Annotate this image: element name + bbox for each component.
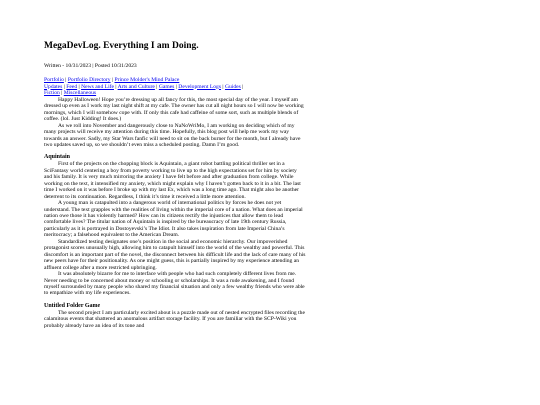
section-paragraph: First of the projects on the chopping block is Aquintain, a giant robot battling political thriller set in a SciFantasy world centering a boy from poverty working to live up to the high expectations set for him by society and his family. It is very much mirroring the anxiety I have felt before and after graduation from college. While working on the text, it intensified my anxiety, which might explain why I haven’t gotten back to it in a bit. The last time I worked on it was before I broke up with my last Ex, which was a long time ago. That might also be another deterrent to its continuation. Regardless, I think it’s time it received a little more attention.: [44, 161, 301, 200]
section-aquintain: [44, 153, 306, 297]
nav-link-games[interactable]: Games: [158, 83, 175, 90]
nav-link-mind-palace[interactable]: Prince Molder's Mind Palace: [114, 77, 180, 83]
nav-link-guides[interactable]: Guides: [224, 83, 241, 90]
section-heading: Aquintain: [44, 154, 71, 161]
nav-row-1: Portfolio | Portfolio Directory | Prince Molder's Mind Palace: [44, 77, 180, 83]
section-paragraph: Standardized testing designates one’s position in the social and economic hierarchy. Our impoverished protagonist scores unusually high, allowing him to catapult himself into the world of the wealthy and powerful. This discomfort is an important part of the novel, the disconnect between his difficult life and the lack of care many of his new peers have for their positionality. As one might guess, this is partially inspired by my experience attending an affluent college after a more restricted upbringing.: [44, 238, 306, 271]
nav-link-portfolio[interactable]: Portfolio: [44, 77, 64, 83]
nav-link-feed[interactable]: Feed: [66, 83, 78, 90]
nav-link-updates[interactable]: Updates: [44, 83, 63, 90]
post-title: MegaDevLog. Everything I am Doing.: [44, 41, 199, 51]
blog-post: [44, 40, 306, 329]
intro-paragraph: As we roll into November and dangerously close to NaNoWriMo, I am working on deciding which of my many projects will receive my attention during this time. Hopefully, this blog post will help me work my way towards an answer. Sadly, my Star Wars fanfic will need to sit on the back burner for the month, but I already have two updates saved up, so we shouldn’t even miss a scheduled posting. Damn I’m good.: [44, 122, 301, 148]
nav-link-arts-and-culture[interactable]: Arts and Culture: [117, 83, 155, 90]
intro-paragraph: Happy Halloween! Hope you’re dressing up all fancy for this, the most special day of the year. I myself am dressed up even as I work my last night shift at my cafe. The owner has cut all night hours so I will now be working mornings, which I will somehow cope with. If only this cafe had caffeine of some sort, such as multiple blends of coffee. (lol. Just Kidding! It does.): [44, 96, 304, 123]
section-heading: Untitled Folder Game: [44, 302, 101, 309]
nav-link-miscellaneous[interactable]: Miscellaneous: [63, 90, 97, 97]
intro: [44, 97, 306, 149]
nav-link-news-and-life[interactable]: News and Life: [81, 83, 114, 90]
nav-link-fiction[interactable]: Fiction: [44, 90, 60, 97]
nav-row-2: Updates | Feed | News and Life | Arts and Culture | Games | Development Logs | Guides |: [44, 83, 244, 90]
section-paragraph: It was absolutely bizarre for me to interface with people who had such completely different lives from me. Never needing to be concerned about money or schooling or scholarships. It was a rude awakening, and I found myself surrounded by many people who shared my financial situation and only a few wealthy friends who were able to empathize with my life experiences.: [44, 271, 305, 297]
section-paragraph: The second project I am particularly excited about is a puzzle made out of nested encrypted files recording the calamitous events that shattered an anomalous artifact storage facility. If you are familiar with the SCP-Wiki you probably already have an idea of its tone and: [44, 309, 305, 329]
post-date: Written - 10/31/2023 | Posted 10/31/2023: [44, 63, 137, 69]
nav-row-3: Fiction | Miscellaneous: [44, 90, 97, 97]
nav-link-development-logs[interactable]: Development Logs: [178, 83, 222, 90]
category-nav: [44, 77, 306, 97]
nav-link-portfolio-directory[interactable]: Portfolio Directory: [67, 77, 111, 83]
section-untitled-folder-game: [44, 302, 306, 329]
section-paragraph: A young man is catapulted into a dangerous world of international politics by forces he does not yet understand. The text grapples with the realities of living within the imperial core of a nation. What does an imperial nation owe those it has violently harmed? How can its citizens rectify the injustices that allow them to lead comfortable lives? The titular nation of Aquintain is inspired by the bureaucracy of late 19th century Russia, particularly as it is portrayed in Dostoyevski’s The Idiot. It also takes inspiration from late Imperial China’s meritocracy; a falsehood equivalent to the American Dream.: [44, 200, 303, 239]
